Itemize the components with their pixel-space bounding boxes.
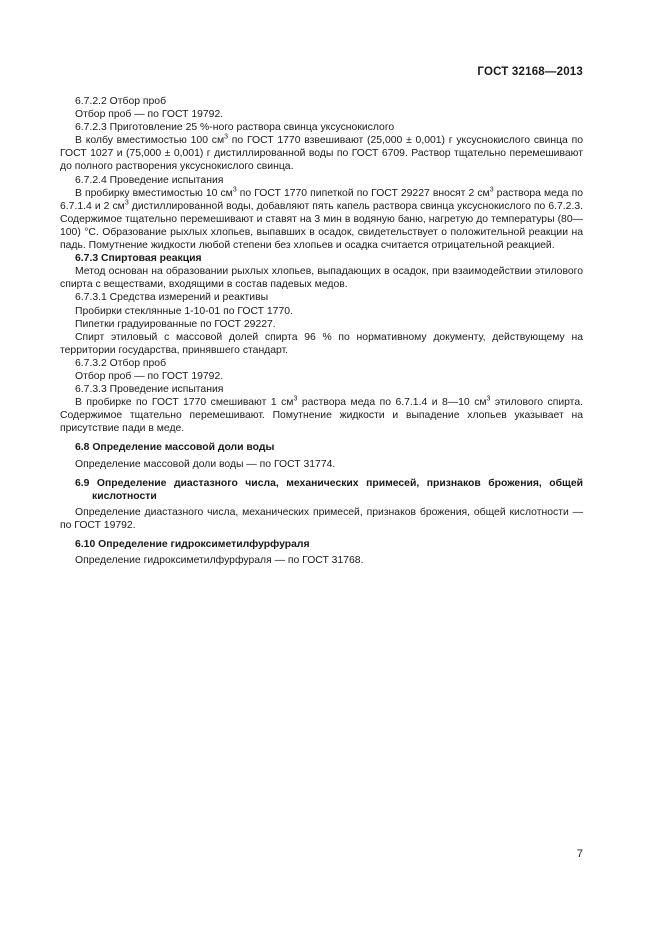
section-heading-6-9: 6.9 Определение диастазного числа, механических примесей, признаков брожения, общей кислотности	[75, 477, 583, 502]
section-heading-6-8: 6.8 Определение массовой доли воды	[75, 442, 275, 454]
subsection-heading-6-7-2-4: 6.7.2.4 Проведение испытания	[75, 174, 224, 186]
page-number: 7	[576, 848, 583, 860]
section-heading-6-10: 6.10 Определение гидроксиметилфурфураля	[75, 539, 310, 550]
paragraph-ethanol: Спирт этиловый с массовой долей спирта 96 % по нормативному документу, действующему на территории государства, принявшего стандарт.	[60, 331, 583, 356]
document-header-id: ГОСТ 32168—2013	[477, 66, 583, 78]
page-content	[60, 95, 583, 567]
paragraph-hmf: Определение гидроксиметилфурфураля — по ГОСТ 31768.	[75, 555, 364, 567]
paragraph-sampling-2: Отбор проб — по ГОСТ 19792.	[75, 370, 224, 382]
subsection-heading-6-7-3: 6.7.3 Спиртовая реакция	[75, 253, 202, 265]
paragraph-diastase: Определение диастазного числа, механических примесей, признаков брожения, общей кислотности — по ГОСТ 19792.	[60, 506, 583, 531]
subsection-heading-6-7-2-3: 6.7.2.3 Приготовление 25 %-ного раствора свинца уксуснокислого	[75, 122, 395, 134]
subsection-heading-6-7-2-2: 6.7.2.2 Отбор проб	[75, 96, 167, 107]
paragraph-test-procedure: В пробирку вместимостью 10 $см^3$ по ГОСТ 1770 пипеткой по ГОСТ 29227 вносят 2 $см^3$ раствора меда по 6.7.1.4 и 2 $см^3$ дистиллированной воды, добавляют пять капель раствора свинца уксуснокислого по 6.7.2.3. Содержимое тщательно перемешивают и ставят на 3 мин в водяную баню, нагретую до температуры (80—100) °С. Образование рыхлых хлопьев, выпавших в осадок, свидетельствует о положительной реакции на падь. Помутнение жидкости любой степени без хлопьев и осадка считается отрицательной реакцией.	[60, 186, 584, 252]
subsection-heading-6-7-3-3: 6.7.3.3 Проведение испытания	[75, 384, 224, 396]
paragraph-pipettes: Пипетки градуированные по ГОСТ 29227.	[75, 318, 276, 330]
paragraph-test-tubes: Пробирки стеклянные 1-10-01 по ГОСТ 1770.	[75, 305, 293, 317]
subsection-heading-6-7-3-2: 6.7.3.2 Отбор проб	[75, 357, 167, 369]
paragraph-water-fraction: Определение массовой доли воды — по ГОСТ 31774.	[75, 458, 336, 470]
subsection-heading-6-7-3-1: 6.7.3.1 Средства измерений и реактивы	[75, 292, 269, 304]
paragraph-alcohol-test: В пробирке по ГОСТ 1770 смешивают 1 $см^3$ раствора меда по 6.7.1.4 и 8—10 $см^3$ этилового спирта. Содержимое тщательно перемешивают. Помутнение жидкости и выпадение хлопьев указывает на присутствие пади в меде.	[60, 395, 583, 435]
paragraph-method-basis: Метод основан на образовании рыхлых хлопьев, выпадающих в осадок, при взаимодействии этилового спирта с веществами, входящими в состав падевых медов.	[60, 266, 583, 291]
paragraph-sampling: Отбор проб — по ГОСТ 19792.	[75, 109, 224, 121]
paragraph-lead-solution: В колбу вместимостью 100 $см^3$ по ГОСТ 1770 взвешивают (25,000 ± 0,001) г уксуснокислого свинца по ГОСТ 1027 и (75,000 ± 0,001) г дистиллированной воды по ГОСТ 6709. Раствор тщательно перемешивают до полного растворения уксуснокислого свинца.	[60, 133, 583, 173]
